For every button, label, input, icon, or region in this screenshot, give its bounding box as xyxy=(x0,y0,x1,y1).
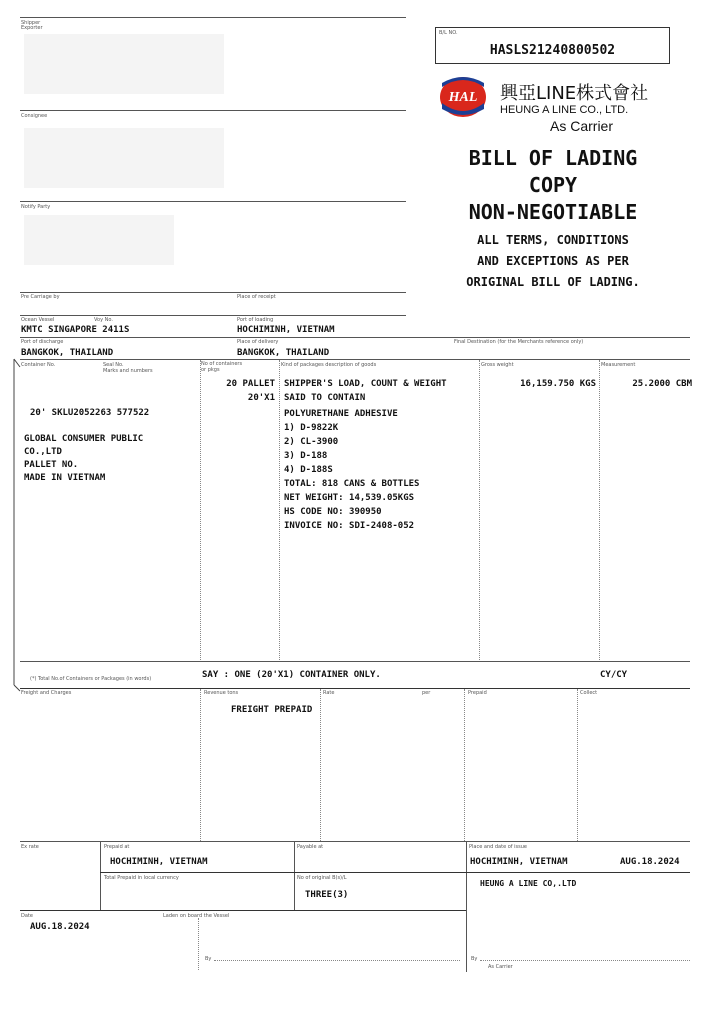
notify-redacted xyxy=(24,215,174,265)
vessel-label: Ocean Vessel xyxy=(21,317,55,323)
carrier-name-cjk: 興亞LINE株式會社 xyxy=(500,83,649,104)
bl-number-label: B/L NO. xyxy=(439,30,458,36)
payable-at-label: Payable at xyxy=(297,844,324,850)
consignee-label: Consignee xyxy=(21,113,48,119)
place-issue-value: HOCHIMINH, VIETNAM xyxy=(470,857,568,867)
carrier-logo xyxy=(436,73,670,133)
port-loading-label: Port of loading xyxy=(237,317,274,323)
vessel-value: KMTC SINGAPORE 2411S xyxy=(21,325,130,335)
terms-line1: ALL TERMS, CONDITIONS xyxy=(477,233,629,247)
description-line: SHIPPER'S LOAD, COUNT & WEIGHT xyxy=(284,379,447,389)
container-no-label: Container No. xyxy=(21,362,56,368)
description-line: 4) D-188S xyxy=(284,465,333,475)
shipper-redacted xyxy=(24,34,224,94)
bl-number-value: HASLS21240800502 xyxy=(489,43,616,58)
description-line: 2) CL-3900 xyxy=(284,437,339,447)
measurement-value: 25.2000 CBM xyxy=(632,379,692,389)
svg-text:HAL: HAL xyxy=(448,90,478,105)
container-seal-value: 20' SKLU2052263 577522 xyxy=(30,408,150,418)
description-line: NET WEIGHT: 14,539.05KGS xyxy=(284,493,415,503)
service-terms-value: CY/CY xyxy=(600,670,628,680)
marks-label: Marks and numbers xyxy=(103,368,153,374)
originals-value: THREE(3) xyxy=(305,890,349,900)
as-carrier-label: As Carrier xyxy=(550,118,614,134)
marks-line: PALLET NO. xyxy=(24,460,79,470)
prepaid-at-label: Prepaid at xyxy=(104,844,130,850)
marks-line: CO.,LTD xyxy=(24,447,62,457)
prepaid-label: Prepaid xyxy=(468,690,487,696)
doc-title-line3: NON-NEGOTIABLE xyxy=(468,200,638,224)
date-label: Date xyxy=(21,913,33,919)
hal-logo-icon xyxy=(438,75,488,119)
date-value: AUG.18.2024 xyxy=(30,922,90,932)
collect-label: Collect xyxy=(580,690,598,696)
description-block xyxy=(284,379,447,532)
total-say-value: SAY : ONE (20'X1) CONTAINER ONLY. xyxy=(202,670,381,680)
final-destination-label: Final Destination (for the Merchants reference only) xyxy=(454,339,584,345)
packages-container: 20'X1 xyxy=(247,393,275,403)
seal-no-label: Seal No. xyxy=(103,362,124,368)
pre-carriage-label: Pre Carriage by xyxy=(21,294,60,300)
description-line: HS CODE NO: 390950 xyxy=(284,507,382,517)
by-label-carrier: By xyxy=(471,956,478,962)
marks-bracket-icon xyxy=(10,355,22,695)
rate-label: Rate xyxy=(323,690,335,696)
no-containers-label: No of containers xyxy=(201,361,243,367)
place-delivery-value: BANGKOK, THAILAND xyxy=(237,348,330,358)
shipper-label: Shipper xyxy=(21,20,41,26)
by-label: By xyxy=(205,956,212,962)
doc-title-line2: COPY xyxy=(528,173,578,197)
kind-pkgs-label: Kind of packages description of goods xyxy=(281,362,377,368)
packages-qty: 20 PALLET xyxy=(226,379,275,389)
port-loading-value: HOCHIMINH, VIETNAM xyxy=(237,325,335,335)
description-line: 1) D-9822K xyxy=(284,423,339,433)
prepaid-at-value: HOCHIMINH, VIETNAM xyxy=(110,857,208,867)
revenue-tons-label: Revenue tons xyxy=(204,690,239,696)
total-packages-label: (*) Total No.of Containers or Packages (in words) xyxy=(30,676,152,682)
gross-weight-value: 16,159.750 KGS xyxy=(520,379,596,389)
marks-line: MADE IN VIETNAM xyxy=(24,473,106,483)
date-issue-value: AUG.18.2024 xyxy=(620,857,680,867)
place-date-issue-label: Place and date of issue xyxy=(469,844,527,850)
shipper-sublabel: Exporter xyxy=(21,25,43,31)
gross-weight-label: Gross weight xyxy=(481,362,514,368)
per-label: per xyxy=(422,690,431,696)
or-pkgs-label: or pkgs xyxy=(201,367,220,373)
marks-block xyxy=(24,434,143,484)
issuer-value: HEUNG A LINE CO,.LTD xyxy=(480,879,577,888)
doc-title-line1: BILL OF LADING xyxy=(468,146,638,170)
originals-label: No of original B(s)/L xyxy=(297,875,347,881)
description-line: INVOICE NO: SDI-2408-052 xyxy=(284,521,415,531)
ex-rate-label: Ex rate xyxy=(21,844,39,850)
freight-charges-label: Freight and Charges xyxy=(21,690,72,696)
freight-prepaid-value: FREIGHT PREPAID xyxy=(231,705,313,715)
marks-line: GLOBAL CONSUMER PUBLIC xyxy=(24,434,144,444)
description-line: 3) D-188 xyxy=(284,451,328,461)
carrier-name-en: HEUNG A LINE CO., LTD. xyxy=(500,104,629,116)
terms-line2: AND EXCEPTIONS AS PER xyxy=(477,254,629,268)
total-prepaid-label: Total Prepaid in local currency xyxy=(104,875,179,881)
place-delivery-label: Place of delivery xyxy=(237,339,279,345)
bl-number-box xyxy=(435,27,670,64)
laden-on-board-label: Laden on board the Vessel xyxy=(163,913,230,919)
place-receipt-label: Place of receipt xyxy=(237,294,276,300)
description-line: SAID TO CONTAIN xyxy=(284,393,366,403)
as-carrier-small-label: As Carrier xyxy=(488,964,513,970)
port-discharge-label: Port of discharge xyxy=(21,339,64,345)
voy-label: Voy No. xyxy=(94,317,113,323)
description-line: TOTAL: 818 CANS & BOTTLES xyxy=(284,479,420,489)
description-line: POLYURETHANE ADHESIVE xyxy=(284,409,398,419)
measurement-label: Measurement xyxy=(601,362,636,368)
notify-label: Notify Party xyxy=(21,204,51,210)
port-discharge-value: BANGKOK, THAILAND xyxy=(21,348,114,358)
terms-line3: ORIGINAL BILL OF LADING. xyxy=(466,275,640,289)
consignee-redacted xyxy=(24,128,224,188)
